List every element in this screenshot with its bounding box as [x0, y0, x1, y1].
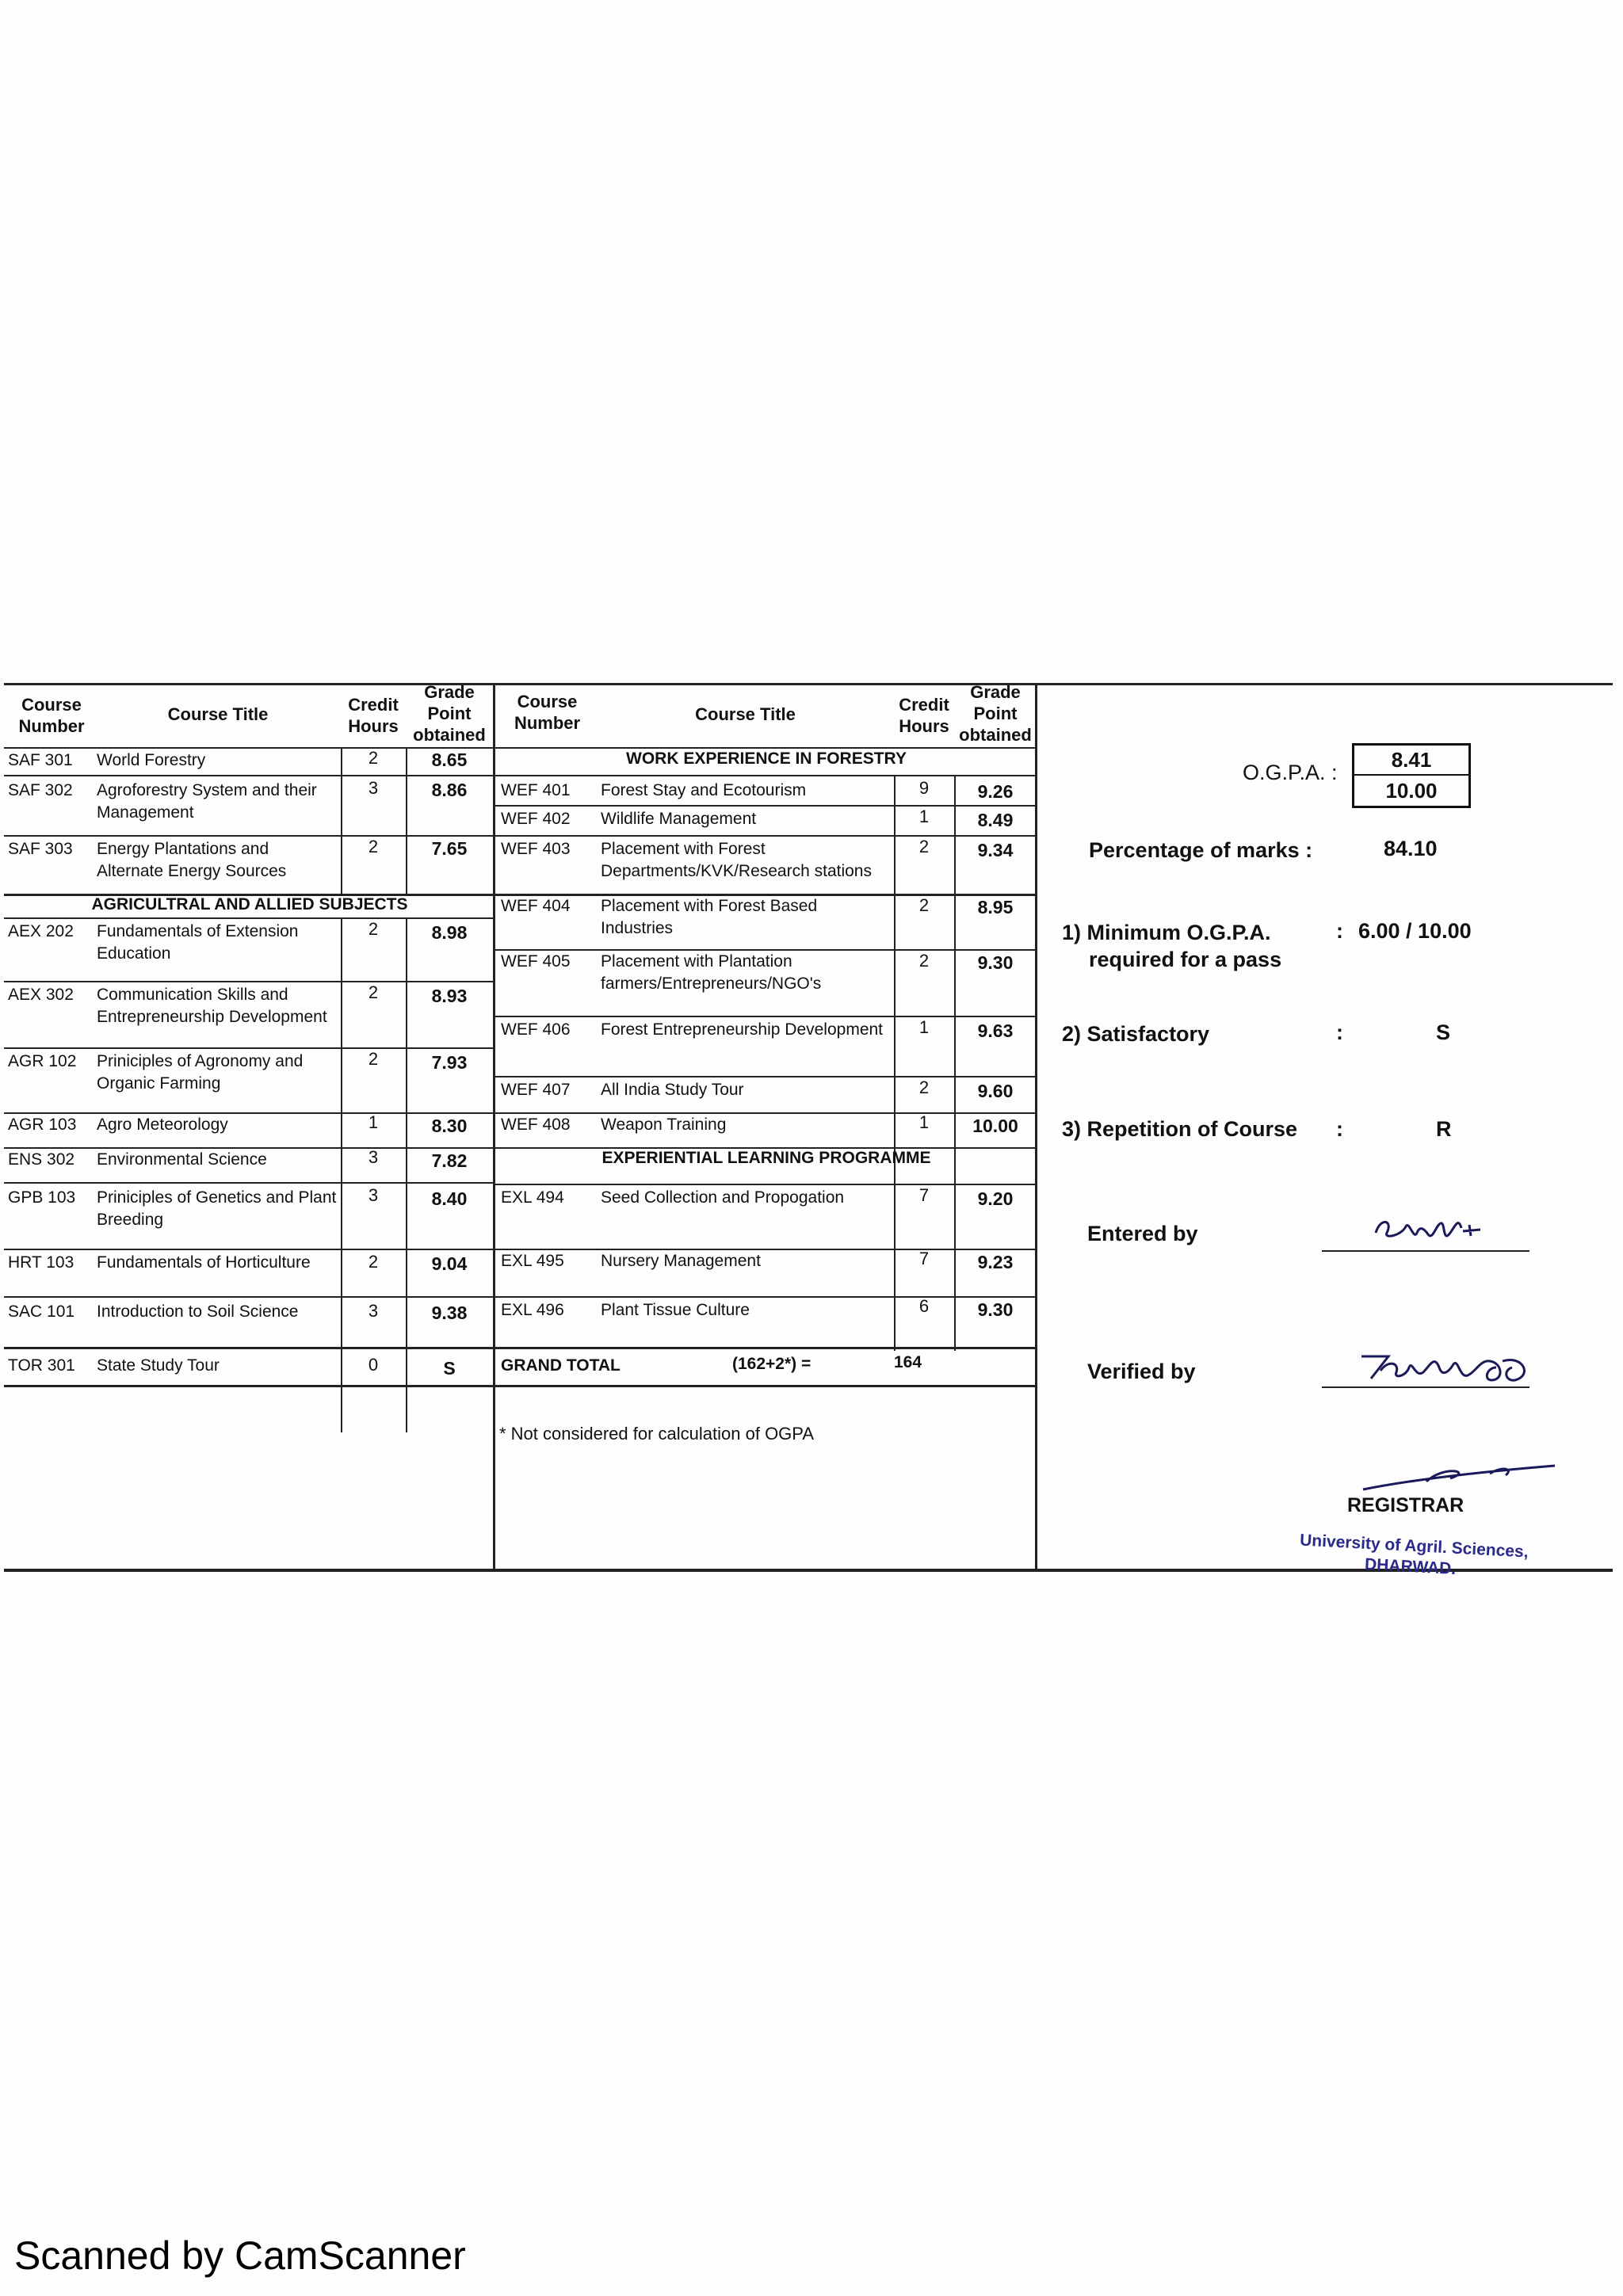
table-row-code: HRT 103 — [8, 1253, 74, 1272]
ogpa-label: O.G.P.A. : — [1243, 761, 1338, 784]
table-row-grade: 8.40 — [431, 1188, 468, 1209]
table-row-title: State Study Tour — [97, 1356, 220, 1375]
table-row-code: WEF 404 — [501, 897, 571, 915]
table-row-title: Energy Plantations and Alternate Energy Sources — [97, 840, 287, 880]
percentage-value: 84.10 — [1384, 837, 1438, 860]
mid-row-line — [495, 1016, 1037, 1017]
table-row-credit: 2 — [368, 748, 379, 768]
left-row-line — [4, 775, 495, 776]
table-row-grade: 8.49 — [977, 810, 1014, 830]
grand-total-value: 164 — [894, 1353, 922, 1371]
footnote: * Not considered for calculation of OGPA — [499, 1424, 815, 1444]
left-row-line — [4, 835, 495, 837]
ogpa-box — [1352, 743, 1471, 808]
table-row-grade: 8.93 — [431, 986, 468, 1006]
mid-row-line — [495, 1296, 1037, 1298]
table-row-credit: 2 — [918, 1077, 930, 1097]
repetition-value: R — [1436, 1117, 1452, 1141]
university-stamp: University of Agril. Sciences, — [1299, 1531, 1529, 1562]
mid-header-course-title: Course Title — [695, 704, 796, 724]
registrar-title: REGISTRAR — [1347, 1494, 1465, 1516]
left-header-grade-point: Grade Point obtained — [413, 682, 486, 745]
table-row-title: Nursery Management — [601, 1252, 761, 1270]
mid-row-line — [495, 1076, 1037, 1077]
satisfactory-value: S — [1436, 1020, 1451, 1044]
table-row-grade: 9.38 — [431, 1302, 468, 1323]
mid-header-course-number: Course Number — [514, 692, 581, 733]
table-row-code: WEF 402 — [501, 810, 571, 828]
table-top-border — [4, 683, 1613, 685]
table-row-grade: 8.65 — [431, 749, 468, 770]
table-row-grade: 9.26 — [977, 781, 1014, 802]
min-ogpa-value: 6.00 / 10.00 — [1358, 919, 1472, 943]
table-row-grade: 8.30 — [431, 1116, 468, 1136]
table-row-credit: 2 — [368, 837, 379, 856]
mid-row-line — [495, 1112, 1037, 1114]
table-row-code: SAF 302 — [8, 781, 73, 799]
table-row-title: Placement with Forest Based Industries — [601, 897, 818, 937]
table-row-grade: 10.00 — [972, 1116, 1018, 1136]
table-row-grade: 8.95 — [977, 897, 1014, 917]
table-row-title: Weapon Training — [601, 1116, 727, 1134]
table-row-title: Environmental Science — [97, 1150, 267, 1169]
table-row-credit: 6 — [918, 1296, 930, 1316]
table-row-grade: 9.34 — [977, 840, 1014, 860]
table-row-credit: 1 — [918, 807, 930, 826]
table-row-code: WEF 408 — [501, 1116, 571, 1134]
table-row-code: AEX 302 — [8, 986, 74, 1004]
table-row-title: Wildlife Management — [601, 810, 757, 828]
repetition-label: 3) Repetition of Course — [1062, 1117, 1298, 1141]
table-row-code: WEF 405 — [501, 952, 571, 971]
table-row-grade: 7.65 — [431, 838, 468, 859]
min-ogpa-label-2: required for a pass — [1089, 948, 1282, 971]
verified-signature — [1357, 1344, 1539, 1390]
section-experiential: EXPERIENTIAL LEARNING PROGRAMME — [601, 1149, 931, 1167]
mid-row-line — [495, 1249, 1037, 1250]
table-row-grade: 8.98 — [431, 922, 468, 943]
city-stamp: DHARWAD. — [1364, 1555, 1457, 1578]
min-ogpa-colon: : — [1336, 919, 1343, 943]
table-row-title: All India Study Tour — [601, 1081, 744, 1099]
table-row-code: WEF 406 — [501, 1020, 571, 1039]
table-row-title: Seed Collection and Propogation — [601, 1188, 845, 1207]
table-row-grade: 9.30 — [977, 952, 1014, 973]
mid-row-line — [495, 1184, 1037, 1185]
table-row-code: EXL 495 — [501, 1252, 564, 1270]
grand-total-line — [4, 1385, 1037, 1387]
table-row-credit: 7 — [918, 1249, 930, 1268]
left-row-line — [4, 1112, 495, 1114]
ogpa-value: 8.41 — [1354, 746, 1468, 776]
left-header-course-title: Course Title — [167, 704, 269, 724]
table-row-title: Priniciples of Agronomy and Organic Farming — [97, 1052, 304, 1093]
table-row-title: Forest Stay and Ecotourism — [601, 781, 807, 799]
table-row-code: ENS 302 — [8, 1150, 75, 1169]
satisfactory-label: 2) Satisfactory — [1062, 1022, 1210, 1046]
table-row-code: WEF 401 — [501, 781, 571, 799]
mid-row-line — [495, 835, 1037, 837]
table-row-grade: 9.30 — [977, 1299, 1014, 1320]
table-row-grade: 9.63 — [977, 1020, 1014, 1041]
table-row-credit: 1 — [918, 1017, 930, 1037]
table-row-code: AGR 103 — [8, 1116, 77, 1134]
percentage-label: Percentage of marks : — [1089, 838, 1313, 862]
table-row-grade: 9.04 — [431, 1253, 468, 1274]
verified-by-label: Verified by — [1087, 1360, 1196, 1383]
grand-total-label: GRAND TOTAL — [501, 1356, 621, 1375]
table-row-title: World Forestry — [97, 751, 206, 769]
table-row-grade: 7.82 — [431, 1150, 468, 1171]
table-row-credit: 2 — [918, 837, 930, 856]
table-row-code: AGR 102 — [8, 1052, 77, 1070]
table-row-grade: 9.23 — [977, 1252, 1014, 1272]
table-row-code: TOR 301 — [8, 1356, 75, 1375]
mid-row-line — [495, 775, 1037, 776]
table-row-grade: 9.20 — [977, 1188, 1014, 1209]
left-row-line — [4, 1296, 495, 1298]
left-row-line — [4, 1047, 495, 1049]
mid-row-line — [495, 1347, 1037, 1349]
left-row-line — [4, 917, 495, 919]
table-row-credit: 3 — [368, 778, 379, 798]
table-row-code: EXL 496 — [501, 1301, 564, 1319]
min-ogpa-label: 1) Minimum O.G.P.A. — [1062, 921, 1271, 944]
table-row-title: Placement with Plantation farmers/Entrepreneurs/NGO's — [601, 952, 822, 993]
mid-row-line — [495, 805, 1037, 807]
table-row-title: Introduction to Soil Science — [97, 1302, 299, 1321]
table-row-title: Plant Tissue Culture — [601, 1301, 750, 1319]
table-row-code: AEX 202 — [8, 922, 74, 940]
table-row-title: Agro Meteorology — [97, 1116, 228, 1134]
mid-header-grade-point: Grade Point obtained — [959, 682, 1032, 745]
repetition-colon: : — [1336, 1117, 1343, 1141]
table-row-credit: 3 — [368, 1301, 379, 1321]
table-row-credit: 1 — [918, 1112, 930, 1132]
table-row-code: EXL 494 — [501, 1188, 564, 1207]
satisfactory-colon: : — [1336, 1020, 1343, 1044]
entered-signature — [1369, 1209, 1488, 1253]
table-row-credit: 2 — [368, 982, 379, 1002]
table-row-credit: 7 — [918, 1185, 930, 1205]
ogpa-max: 10.00 — [1385, 779, 1438, 803]
section-agricultural: AGRICULTRAL AND ALLIED SUBJECTS — [91, 895, 408, 913]
table-row-title: Agroforestry System and their Management — [97, 781, 317, 822]
table-row-credit: 9 — [918, 778, 930, 798]
table-row-title: Fundamentals of Extension Education — [97, 922, 299, 963]
table-row-title: Priniciples of Genetics and Plant Breeding — [97, 1188, 337, 1229]
table-row-code: GPB 103 — [8, 1188, 76, 1207]
left-credit-vline-1 — [341, 747, 342, 895]
table-row-title: Fundamentals of Horticulture — [97, 1253, 311, 1272]
left-row-line — [4, 1249, 495, 1250]
left-header-course-number: Course Number — [18, 695, 85, 736]
table-row-grade: 8.86 — [431, 780, 468, 800]
mid-header-credit-hours: Credit Hours — [899, 695, 949, 736]
left-row-line — [4, 1182, 495, 1184]
table-row-code: SAF 303 — [8, 840, 73, 858]
table-row-grade: 7.93 — [431, 1052, 468, 1073]
table-row-code: WEF 407 — [501, 1081, 571, 1099]
section-work-experience: WORK EXPERIENCE IN FORESTRY — [626, 749, 907, 768]
table-row-grade: S — [443, 1358, 456, 1379]
left-header-credit-hours: Credit Hours — [348, 695, 399, 736]
mid-header-line — [495, 747, 1037, 749]
table-row-credit: 2 — [368, 1049, 379, 1069]
scanner-watermark: Scanned by CamScanner — [14, 2233, 466, 2278]
table-row-credit: 2 — [368, 1252, 379, 1272]
table-row-credit: 2 — [368, 919, 379, 939]
table-row-credit: 0 — [368, 1355, 379, 1375]
table-row-code: SAF 301 — [8, 751, 73, 769]
table-row-credit: 2 — [918, 895, 930, 915]
table-row-title: Forest Entrepreneurship Development — [601, 1020, 884, 1039]
table-row-credit: 2 — [918, 951, 930, 971]
col-divider-left — [493, 683, 495, 1570]
grand-total-formula: (162+2*) = — [732, 1355, 812, 1373]
table-row-title: Communication Skills and Entrepreneurship Development — [97, 986, 327, 1026]
table-row-grade: 9.60 — [977, 1081, 1014, 1101]
left-row-line — [4, 1347, 495, 1349]
left-row-line — [4, 981, 495, 982]
entered-by-label: Entered by — [1087, 1222, 1198, 1245]
left-header-line — [4, 747, 495, 749]
table-row-title: Placement with Forest Departments/KVK/Research stations — [601, 840, 872, 880]
table-row-code: WEF 403 — [501, 840, 571, 858]
table-row-credit: 3 — [368, 1147, 379, 1167]
table-row-code: SAC 101 — [8, 1302, 75, 1321]
table-row-credit: 1 — [368, 1112, 379, 1132]
table-row-credit: 3 — [368, 1185, 379, 1205]
